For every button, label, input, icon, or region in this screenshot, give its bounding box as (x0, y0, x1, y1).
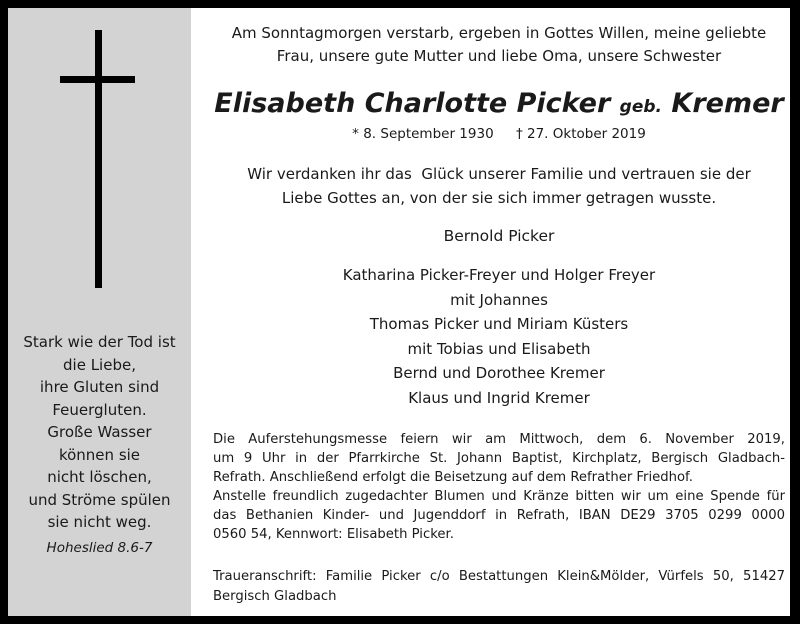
intro-text (213, 22, 785, 68)
verse-line: sie nicht weg. (47, 513, 152, 531)
service-details (213, 430, 785, 544)
family-line: mit Johannes (450, 290, 548, 309)
verse-reference: Hoheslied 8.6-7 (46, 540, 153, 556)
family-line: Klaus und Ingrid Kremer (408, 388, 590, 407)
details-line: Die Auferstehungsmesse feiern wir am Mittwoch, dem 6. November 2019, (213, 432, 785, 447)
verse-line: Große Wasser (47, 423, 152, 441)
family-line: mit Tobias und Elisabeth (407, 339, 591, 358)
mourning-address (213, 567, 785, 606)
birth-date: * 8. September 1930 (352, 126, 494, 142)
geb-label: geb. (619, 97, 662, 117)
thanks-text (213, 162, 785, 210)
verse-line: können sie (58, 445, 141, 464)
details-line: 0560 54, Kennwort: Elisabeth Picker. (213, 527, 454, 542)
verse-line: ihre Gluten sind (39, 378, 160, 396)
verse-line: und Ströme spülen (28, 490, 171, 509)
sidebar (8, 8, 191, 616)
thanks-line: Wir verdanken ihr das Glück unserer Familie und vertrauen sie der (247, 165, 751, 183)
cross-icon-beam (60, 76, 135, 83)
address-line: Traueranschrift: Familie Picker c/o Bestattungen Klein&Mölder, Vürfels 50, 51427 (213, 569, 785, 584)
family-list (213, 263, 785, 410)
address-line: Bergisch Gladbach (213, 588, 337, 604)
bible-verse (8, 331, 191, 534)
life-dates (213, 126, 785, 142)
details-line: um 9 Uhr in der Pfarrkirche St. Johann Baptist, Kirchplatz, Bergisch Gladbach- (213, 451, 785, 466)
family-line: Bernd und Dorothee Kremer (393, 364, 605, 382)
full-name: Elisabeth Charlotte Picker (214, 88, 611, 119)
intro-line: Frau, unsere gute Mutter und liebe Oma, unsere Schwester (276, 47, 722, 65)
verse-line: nicht löschen, (47, 468, 152, 486)
maiden-name: Kremer (671, 88, 784, 119)
spouse-name: Bernold Picker (443, 227, 555, 245)
details-line: Anstelle freundlich zugedachter Blumen und Kränze bitten wir um eine Spende für (213, 489, 785, 504)
deceased-name (213, 87, 785, 124)
verse-line: Feuergluten. (52, 400, 147, 419)
details-line: das Bethanien Kinder- und Jugenddorf in Refrath, IBAN DE29 3705 0299 0000 (213, 508, 785, 523)
cross-icon (95, 30, 102, 288)
verse-line: die Liebe, (63, 355, 136, 374)
details-line: Refrath. Anschließend erfolgt die Beisetzung auf dem Refrather Friedhof. (213, 470, 693, 485)
intro-line: Am Sonntagmorgen verstarb, ergeben in Gottes Willen, meine geliebte (231, 24, 767, 42)
death-date: † 27. Oktober 2019 (515, 126, 646, 142)
obituary-card (8, 8, 790, 616)
thanks-line: Liebe Gottes an, von der sie sich immer getragen wusste. (281, 189, 717, 207)
family-line: Katharina Picker-Freyer und Holger Freyer (342, 266, 656, 284)
family-line: Thomas Picker und Miriam Küsters (369, 315, 629, 333)
verse-line: Stark wie der Tod ist (23, 333, 176, 351)
